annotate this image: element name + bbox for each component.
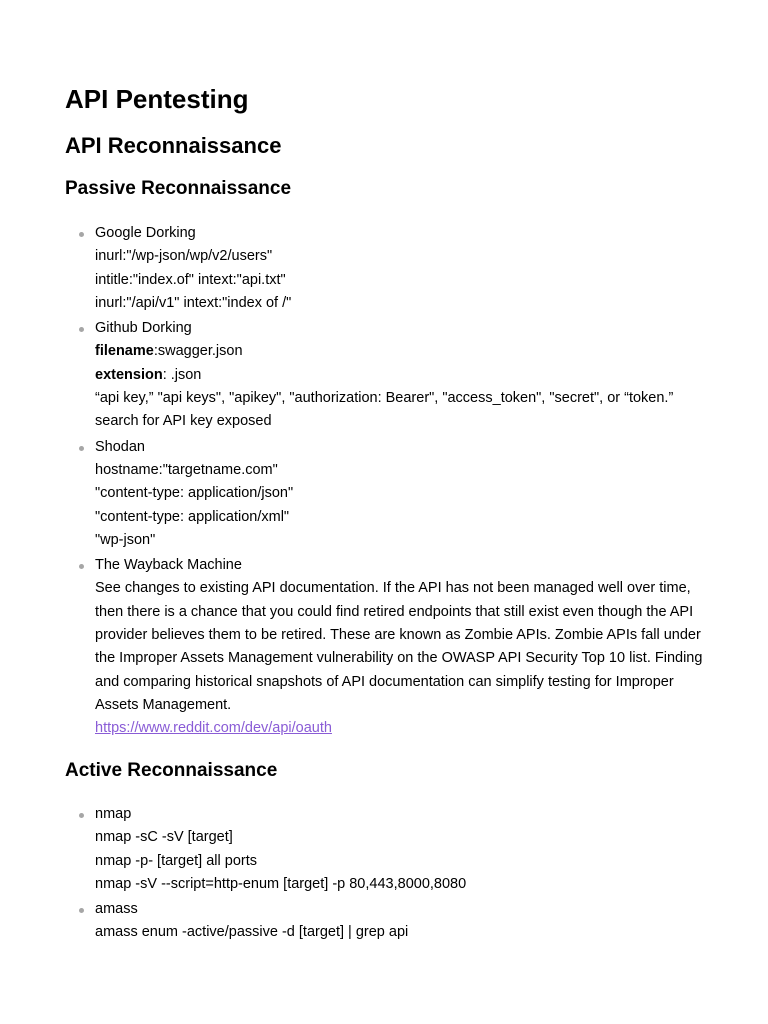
item-label: amass: [95, 901, 138, 918]
passive-heading: Passive Reconnaissance: [65, 178, 292, 199]
extension-value: : .json: [162, 366, 202, 383]
page-title: API Pentesting: [65, 84, 249, 114]
item-line: inurl:"/wp-json/wp/v2/users": [95, 248, 273, 265]
passive-list: [65, 222, 715, 743]
item-line: "wp-json": [95, 531, 156, 548]
bullet-icon: [79, 564, 84, 569]
item-line: search for API key exposed: [95, 413, 272, 430]
item-label: The Wayback Machine: [95, 557, 242, 574]
active-heading: Active Reconnaissance: [65, 760, 278, 781]
active-list: [65, 803, 715, 947]
item-line: intitle:"index.of" intext:"api.txt": [95, 271, 286, 288]
item-line: hostname:"targetname.com": [95, 461, 278, 478]
list-item: [65, 436, 715, 552]
wayback-link[interactable]: https://www.reddit.com/dev/api/oauth: [95, 720, 332, 737]
item-line: nmap -p- [target] all ports: [95, 852, 257, 869]
bullet-icon: [79, 813, 84, 818]
item-line: inurl:"/api/v1" intext:"index of /": [95, 294, 292, 311]
item-label: nmap: [95, 806, 132, 822]
list-item: [65, 803, 715, 896]
extension-key: extension: [95, 366, 163, 383]
item-label: Github Dorking: [95, 320, 192, 337]
list-item: [65, 554, 715, 740]
item-label: Shodan: [95, 438, 145, 455]
list-item: [65, 317, 715, 433]
bullet-icon: [79, 446, 84, 451]
bullet-icon: [79, 908, 84, 913]
item-line: nmap -sV --script=http-enum [target] -p 80,443,8000,8080: [95, 875, 467, 892]
item-line: "content-type: application/xml": [95, 508, 290, 525]
list-item: [65, 222, 715, 315]
item-line: [95, 340, 715, 363]
bullet-icon: [79, 327, 84, 332]
item-line: “api key,” "api keys", "apikey", "authorization: Bearer", "access_token", "secret", or “token.”: [95, 390, 674, 407]
section-heading: API Reconnaissance: [65, 133, 282, 158]
item-line: [95, 364, 715, 387]
bullet-icon: [79, 232, 84, 237]
filename-value: :swagger.json: [153, 343, 243, 360]
item-line: amass enum -active/passive -d [target] | grep api: [95, 924, 409, 941]
item-paragraph: See changes to existing API documentation. If the API has not been managed well over time, then there is a chance that you could find retired endpoints that still exist even though the API provider believes them to be retired. These are known as Zombie APIs. Zombie APIs fall under the Improper Assets Management vulnerability on the OWASP API Security Top 10 list. Finding and comparing historical snapshots of API documentation can simplify testing for Improper Assets Management.: [95, 580, 703, 713]
item-label: Google Dorking: [95, 225, 196, 241]
item-line: nmap -sC -sV [target]: [95, 829, 233, 846]
filename-key: filename: [95, 343, 154, 360]
item-line: "content-type: application/json": [95, 485, 294, 502]
list-item: [65, 898, 715, 945]
